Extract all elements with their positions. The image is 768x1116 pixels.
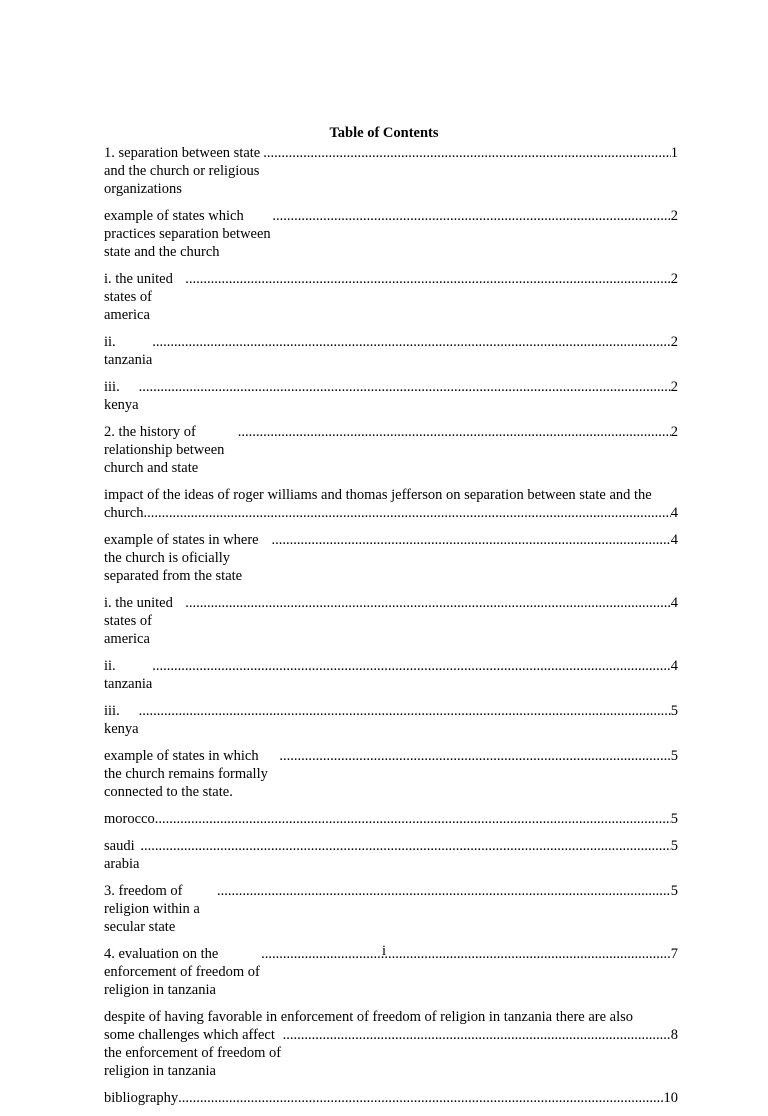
toc-entry[interactable] <box>104 810 678 828</box>
toc-entry-row <box>104 207 678 261</box>
dot-leader <box>178 1089 663 1107</box>
toc-entry-row <box>104 423 678 477</box>
toc-entry[interactable] <box>104 333 678 369</box>
toc-entry-row <box>104 837 678 873</box>
toc-entry-row <box>104 378 678 414</box>
dot-leader <box>143 504 670 522</box>
toc-entry[interactable] <box>104 747 678 801</box>
toc-entry-row <box>104 882 678 936</box>
toc-entry-text: example of states in where the church is oficially separated from the state <box>104 532 259 584</box>
toc-entry-text-line: impact of the ideas of roger williams and thomas jefferson on separation between state and the <box>104 487 652 503</box>
toc-entry-page-number: 5 <box>670 811 678 827</box>
toc-entry[interactable] <box>104 270 678 324</box>
toc-entry-page-number: 2 <box>670 424 678 440</box>
toc-entry-row <box>104 702 678 738</box>
toc-entry-text: morocco <box>104 811 155 827</box>
toc-entry-row <box>104 810 678 828</box>
toc-entry-page-number: 5 <box>670 703 678 719</box>
toc-entry-text: 4. evaluation on the enforcement of freedom of religion in tanzania <box>104 946 260 998</box>
toc-entry-page-number: 5 <box>670 748 678 764</box>
page-number: i <box>381 943 387 959</box>
toc-entry[interactable] <box>104 837 678 873</box>
toc-entry-text: example of states in which the church remains formally connected to the state. <box>104 748 268 800</box>
toc-title: Table of Contents <box>329 125 439 141</box>
dot-leader <box>152 333 670 351</box>
toc-entry-page-number: 4 <box>670 658 678 674</box>
toc-entry-text: 2. the history of relationship between church and state <box>104 424 225 476</box>
toc-entry-text: church <box>104 505 144 521</box>
toc-entry-page-number: 2 <box>670 334 678 350</box>
toc-entry-row <box>104 333 678 369</box>
toc-entry[interactable] <box>104 702 678 738</box>
toc-entry-text: iii. kenya <box>104 703 139 737</box>
toc-entry-page-number: 5 <box>670 883 678 899</box>
toc-entry-text: ii. tanzania <box>104 658 153 692</box>
toc-entry[interactable] <box>104 657 678 693</box>
toc-entry-text: bibliography <box>104 1090 179 1106</box>
toc-entry-text: saudi arabia <box>104 838 140 872</box>
toc-entry-text: ii. tanzania <box>104 334 153 368</box>
toc-entry-row <box>104 1089 678 1107</box>
toc-entry-text: i. the united states of america <box>104 271 173 323</box>
toc-entry[interactable] <box>104 531 678 585</box>
toc-entry[interactable] <box>104 207 678 261</box>
toc-entry-page-number: 5 <box>670 838 678 854</box>
toc-entry-page-number: 7 <box>670 946 678 962</box>
dot-leader <box>238 423 671 441</box>
toc-entry[interactable] <box>104 144 678 198</box>
toc-entry[interactable] <box>104 1008 678 1080</box>
dot-leader <box>155 810 671 828</box>
toc-entry-row <box>104 504 678 522</box>
toc-entry-row <box>104 270 678 324</box>
toc-entry-page-number: 2 <box>670 379 678 395</box>
toc-entry-page-number: 4 <box>670 505 678 521</box>
toc-entry-page-number: 4 <box>670 595 678 611</box>
toc-entry[interactable] <box>104 378 678 414</box>
toc-entry[interactable] <box>104 594 678 648</box>
toc-entry-row <box>104 657 678 693</box>
dot-leader <box>139 702 671 720</box>
toc-entry-text: some challenges which affect the enforcement of freedom of religion in tanzania <box>104 1027 282 1079</box>
toc-entry-row <box>104 144 678 198</box>
toc-entry-page-number: 2 <box>670 271 678 287</box>
toc-entry-page-number: 4 <box>670 532 678 548</box>
toc-entry-row <box>104 531 678 585</box>
toc-entry-text: example of states which practices separation between state and the church <box>104 208 271 260</box>
toc-entry-text: iii. kenya <box>104 379 139 413</box>
toc-entry-text-line: despite of having favorable in enforcement of freedom of religion in tanzania there are also <box>104 1009 634 1025</box>
toc-entry-text: 1. separation between state and the church or religious organizations <box>104 145 261 197</box>
toc-entry-row <box>104 747 678 801</box>
toc-entry-page-number: 2 <box>670 208 678 224</box>
toc-entry-page-number: 1 <box>670 145 678 161</box>
toc-list <box>104 144 678 1116</box>
toc-entry-row <box>104 1026 678 1080</box>
dot-leader <box>283 1026 671 1044</box>
toc-entry[interactable] <box>104 882 678 936</box>
dot-leader <box>139 378 671 396</box>
dot-leader <box>263 144 670 162</box>
dot-leader <box>185 270 670 288</box>
toc-entry[interactable] <box>104 486 678 522</box>
toc-entry-text: i. the united states of america <box>104 595 173 647</box>
dot-leader <box>152 657 670 675</box>
dot-leader <box>217 882 671 900</box>
dot-leader <box>272 207 670 225</box>
dot-leader <box>185 594 670 612</box>
toc-entry-page-number: 10 <box>663 1090 678 1106</box>
dot-leader <box>272 531 671 549</box>
toc-entry-row <box>104 594 678 648</box>
toc-entry[interactable] <box>104 423 678 477</box>
toc-entry-page-number: 8 <box>670 1027 678 1043</box>
dot-leader <box>279 747 670 765</box>
toc-entry[interactable] <box>104 1089 678 1107</box>
dot-leader <box>140 837 670 855</box>
toc-entry-text: 3. freedom of religion within a secular state <box>104 883 200 935</box>
